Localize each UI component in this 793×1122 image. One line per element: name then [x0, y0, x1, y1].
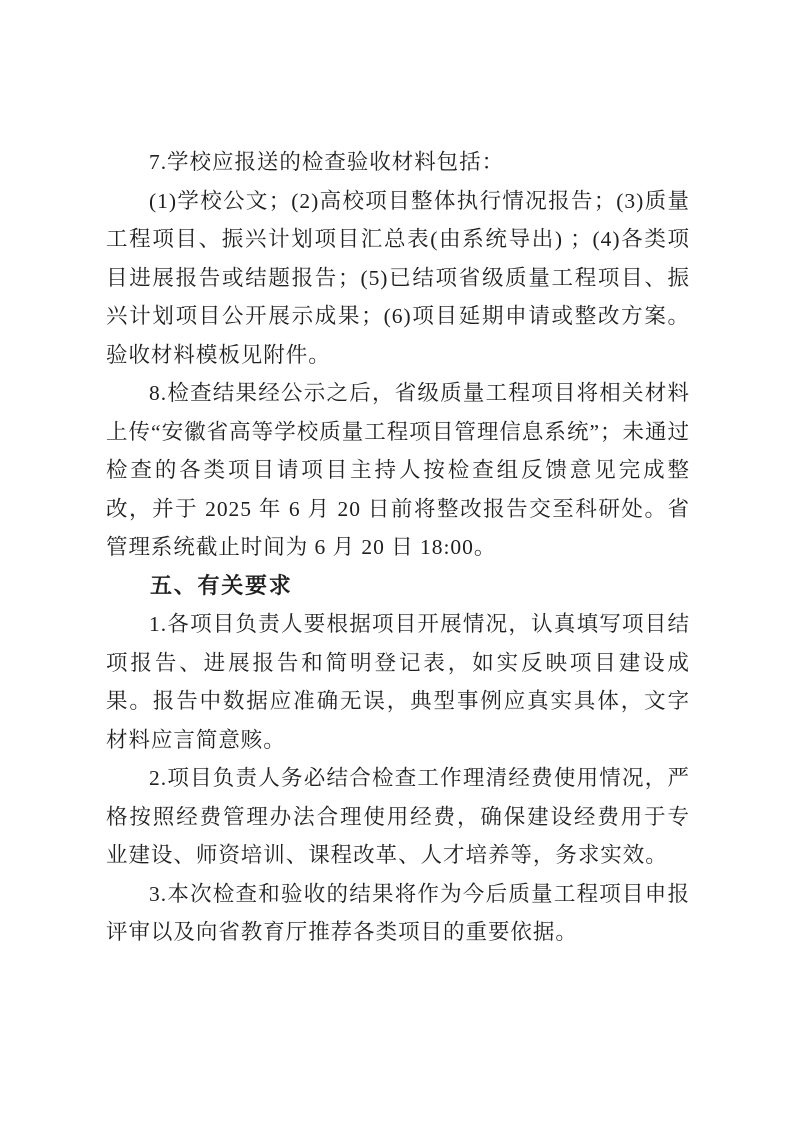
paragraph-requirement-3: 3.本次检查和验收的结果将作为今后质量工程项目申报评审以及向省教育厅推荐各类项目的重要依据。: [106, 881, 690, 944]
paragraph-item-7-materials-list: (1)学校公文；(2)高校项目整体执行情况报告；(3)质量工程项目、振兴计划项目汇总表(由系统导出) ；(4)各类项目进展报告或结题报告；(5)已结项省级质量工程项目、振兴计划项目公开展示成果；(6)项目延期申请或整改方案。验收材料模板见附件。: [106, 188, 690, 367]
paragraph-requirement-2: 2.项目负责人务必结合检查工作理清经费使用情况，严格按照经费管理办法合理使用经费，确保建设经费用于专业建设、师资培训、课程改革、人才培养等，务求实效。: [106, 766, 690, 867]
section-heading-requirements: 五、有关要求: [150, 572, 293, 598]
paragraph-requirement-1: 1.各项目负责人要根据项目开展情况，认真填写项目结项报告、进展报告和简明登记表，如实反映项目建设成果。报告中数据应准确无误，典型事例应真实具体，文字材料应言简意赅。: [106, 612, 690, 752]
paragraph-item-8-result-upload: 8.检查结果经公示之后，省级质量工程项目将相关材料上传“安徽省高等学校质量工程项目管理信息系统”；未通过检查的各类项目请项目主持人按检查组反馈意见完成整改，并于 2025 年 6 月 20 日前将整改报告交至科研处。省管理系统截止时间为 6 月 20 日 18:00。: [106, 381, 690, 559]
paragraph-item-7-intro: 7.学校应报送的检查验收材料包括：: [149, 150, 505, 174]
